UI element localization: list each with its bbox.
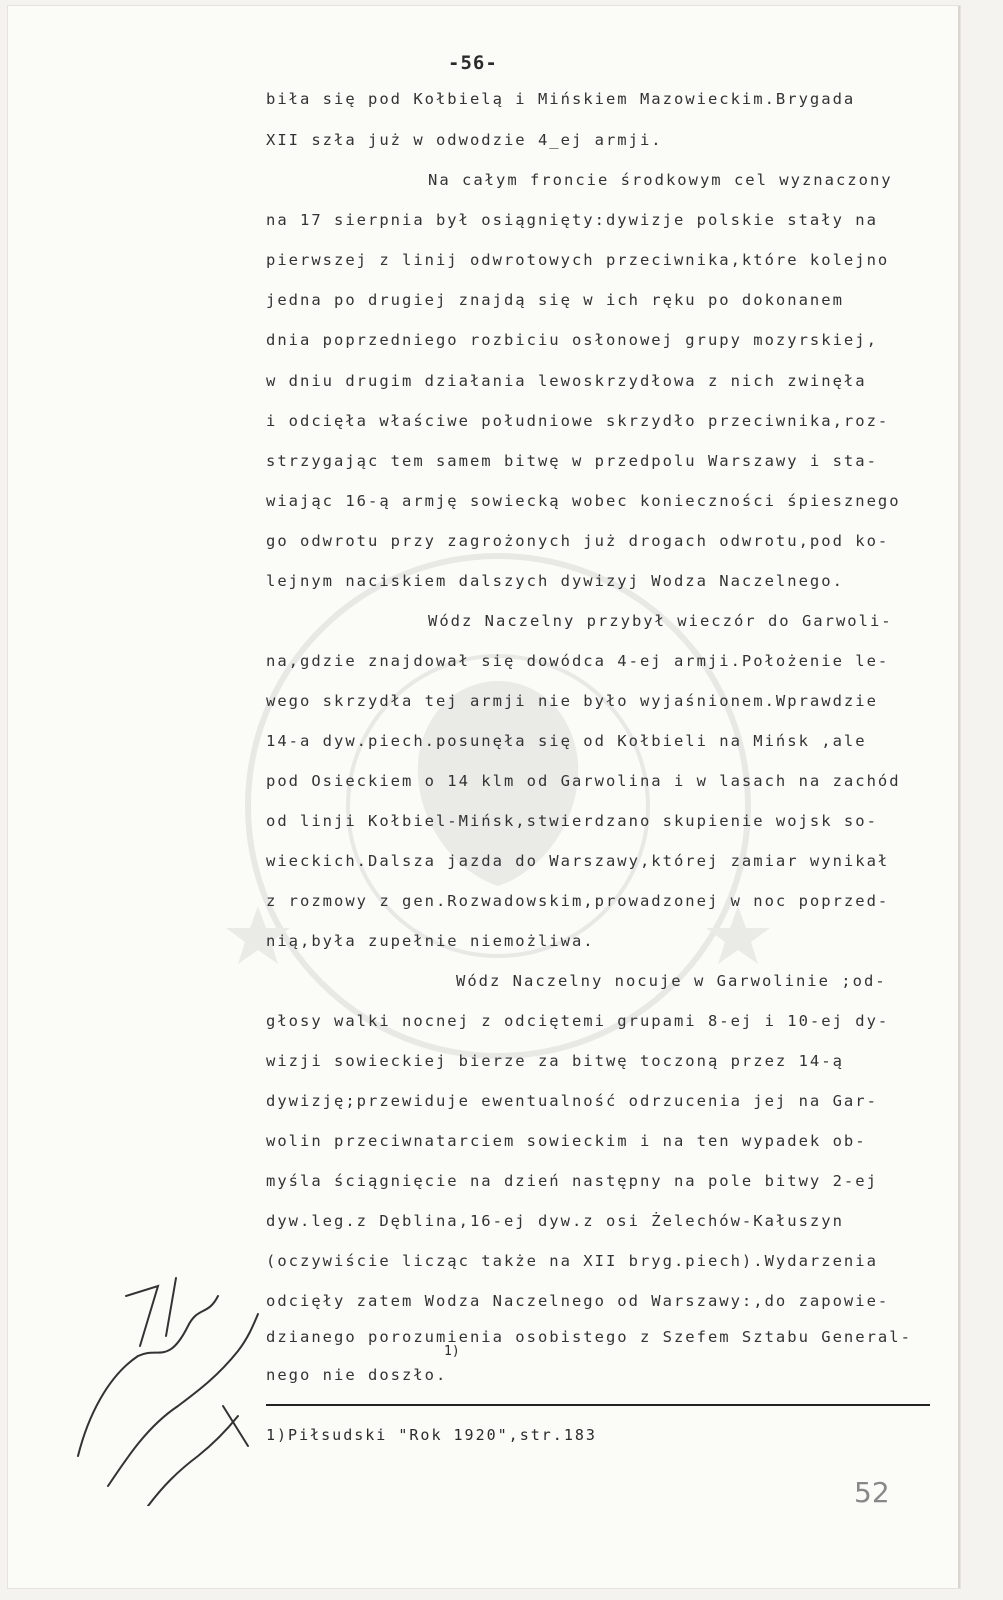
text-line: wizji sowieckiej bierze za bitwę toczoną przez 14-ą <box>266 1052 844 1070</box>
footnote-reference: 1) <box>444 1344 460 1359</box>
text-line: od linji Kołbiel-Mińsk,stwierdzano skupienie wojsk so- <box>266 812 878 830</box>
text-line: pierwszej z linij odwrotowych przeciwnika,które kolejno <box>266 251 890 269</box>
document-page <box>8 6 960 1588</box>
text-line: lejnym naciskiem dalszych dywizyj Wodza Naczelnego. <box>266 572 844 590</box>
text-line: dywizję;przewiduje ewentualność odrzucenia jej na Gar- <box>266 1092 878 1110</box>
text-line: strzygając tem samem bitwę w przedpolu Warszawy i sta- <box>266 452 878 470</box>
text-line: 14-a dyw.piech.posunęła się od Kołbieli na Mińsk ,ale <box>266 732 867 750</box>
footnote-text: 1)Piłsudski "Rok 1920",str.183 <box>266 1426 597 1444</box>
text-line: biła się pod Kołbielą i Mińskiem Mazowieckim.Brygada <box>266 90 856 108</box>
institute-watermark-stamp <box>178 526 818 1086</box>
text-line: dnia poprzedniego rozbiciu osłonowej grupy mozyrskiej, <box>266 331 878 349</box>
text-line: (oczywiście licząc także na XII bryg.piech).Wydarzenia <box>266 1252 878 1270</box>
pencil-page-number: 52 <box>854 1476 890 1509</box>
text-line: i odcięła właściwe południowe skrzydło przeciwnika,roz- <box>266 412 890 430</box>
text-line: dzianego porozumienia osobistego z Szefem Sztabu General- <box>266 1328 912 1346</box>
text-line: na 17 sierpnia był osiągnięty:dywizje polskie stały na <box>266 211 878 229</box>
text-line: nego nie doszło. <box>266 1366 448 1384</box>
text-line: Wódz Naczelny nocuje w Garwolinie ;od- <box>456 972 887 990</box>
text-line: wolin przeciwnatarciem sowieckim i na ten wypadek ob- <box>266 1132 867 1150</box>
text-line: go odwrotu przy zagrożonych już drogach odwrotu,pod ko- <box>266 532 890 550</box>
text-line: nią,była zupełnie niemożliwa. <box>266 932 595 950</box>
text-line: Wódz Naczelny przybył wieczór do Garwoli- <box>428 612 893 630</box>
text-line: wiając 16-ą armję sowiecką wobec konieczności śpiesznego <box>266 492 901 510</box>
text-line: wieckich.Dalsza jazda do Warszawy,której zamiar wynikał <box>266 852 890 870</box>
handwritten-margin-note <box>48 1256 268 1506</box>
text-line: odcięły zatem Wodza Naczelnego od Warszawy:,do zapowie- <box>266 1292 890 1310</box>
text-line: wego skrzydła tej armji nie było wyjaśnionem.Wprawdzie <box>266 692 878 710</box>
text-line: Na całym froncie środkowym cel wyznaczony <box>428 171 893 189</box>
footnote-divider <box>266 1404 930 1406</box>
text-line: na,gdzie znajdował się dowódca 4-ej armji.Położenie le- <box>266 652 890 670</box>
text-line: pod Osieckiem o 14 klm od Garwolina i w lasach na zachód <box>266 772 901 790</box>
text-line: w dniu drugim działania lewoskrzydłowa z nich zwinęła <box>266 372 867 390</box>
text-line: dyw.leg.z Dęblina,16-ej dyw.z osi Żelechów-Kałuszyn <box>266 1212 844 1230</box>
text-line: XII szła już w odwodzie 4_ej armji. <box>266 131 663 149</box>
text-line: jedna po drugiej znajdą się w ich ręku po dokonanem <box>266 291 844 309</box>
text-line: myśla ściągnięcie na dzień następny na pole bitwy 2-ej <box>266 1172 878 1190</box>
text-line: głosy walki nocnej z odciętemi grupami 8-ej i 10-ej dy- <box>266 1012 890 1030</box>
text-line: z rozmowy z gen.Rozwadowskim,prowadzonej w noc poprzed- <box>266 892 890 910</box>
page-number: -56- <box>448 52 498 74</box>
